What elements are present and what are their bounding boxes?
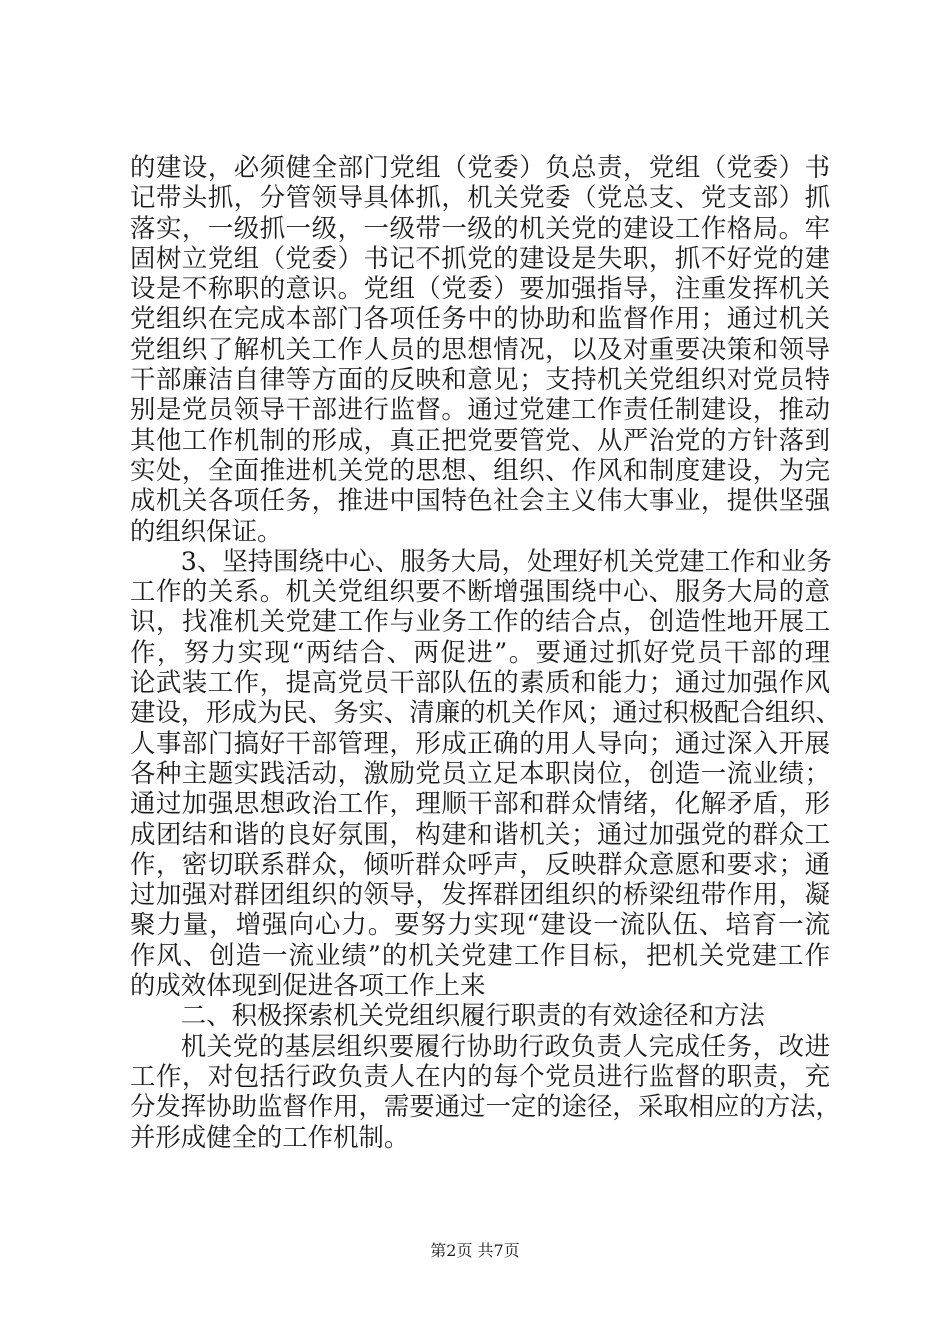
text-line: 党组织了解机关工作人员的思想情况，以及对重要决策和领导 <box>130 333 830 364</box>
text-line: 过加强对群团组织的领导，发挥群团组织的桥梁纽带作用，凝 <box>130 879 830 910</box>
text-line: 作风、创造一流业绩”的机关党建工作目标，把机关党建工作 <box>130 939 830 970</box>
text-line: 其他工作机制的形成，真正把党要管党、从严治党的方针落到 <box>130 424 830 455</box>
text-line: 记带头抓，分管领导具体抓，机关党委（党总支、党支部）抓 <box>130 182 830 213</box>
text-line: 别是党员领导干部进行监督。通过党建工作责任制建设，推动 <box>130 394 830 425</box>
document-body <box>130 152 841 1152</box>
text-line: 二、积极探索机关党组织履行职责的有效途径和方法 <box>180 1000 765 1031</box>
text-line: 的成效体现到促进各项工作上来 <box>130 970 486 1001</box>
text-line: 建设，形成为民、务实、清廉的机关作风；通过积极配合组织、 <box>130 697 841 728</box>
text-line: 3、坚持围绕中心、服务大局，处理好机关党建工作和业务 <box>180 545 832 576</box>
text-line: 聚力量，增强向心力。要努力实现“建设一流队伍、培育一流 <box>130 909 830 940</box>
page-footer <box>0 1241 950 1261</box>
text-line: 作，努力实现“两结合、两促进”。要通过抓好党员干部的理 <box>130 636 830 667</box>
text-line: 的建设，必须健全部门党组（党委）负总责，党组（党委）书 <box>130 152 830 182</box>
text-line: 工作的关系。机关党组织要不断增强围绕中心、服务大局的意 <box>130 576 830 607</box>
text-line: 的组织保证。 <box>130 515 283 546</box>
text-line: 固树立党组（党委）书记不抓党的建设是失职，抓不好党的建 <box>130 242 830 273</box>
text-line: 人事部门搞好干部管理，形成正确的用人导向；通过深入开展 <box>130 727 830 758</box>
text-line: 并形成健全的工作机制。 <box>130 1121 410 1152</box>
text-line: 成机关各项任务，推进中国特色社会主义伟大事业，提供坚强 <box>130 485 830 516</box>
text-line: 落实，一级抓一级，一级带一级的机关党的建设工作格局。牢 <box>130 212 830 243</box>
text-line: 论武装工作，提高党员干部队伍的素质和能力；通过加强作风 <box>130 667 830 698</box>
text-line: 成团结和谐的良好氛围，构建和谐机关；通过加强党的群众工 <box>130 818 830 849</box>
text-line: 工作，对包括行政负责人在内的每个党员进行监督的职责，充 <box>130 1060 830 1091</box>
text-line: 作，密切联系群众，倾听群众呼声，反映群众意愿和要求；通 <box>130 848 830 879</box>
text-line: 通过加强思想政治工作，理顺干部和群众情绪，化解矛盾，形 <box>130 788 830 819</box>
page-number-label: 第2页 共7页 <box>430 1241 520 1260</box>
text-line: 设是不称职的意识。党组（党委）要加强指导，注重发挥机关 <box>130 273 830 304</box>
text-line: 党组织在完成本部门各项任务中的协助和监督作用；通过机关 <box>130 303 830 334</box>
text-line: 各种主题实践活动，激励党员立足本职岗位，创造一流业绩； <box>130 757 830 788</box>
text-line: 实处，全面推进机关党的思想、组织、作风和制度建设，为完 <box>130 454 830 485</box>
text-line: 机关党的基层组织要履行协助行政负责人完成任务，改进 <box>180 1030 830 1061</box>
text-line: 干部廉洁自律等方面的反映和意见；支持机关党组织对党员特 <box>130 364 830 395</box>
text-line: 识，找准机关党建工作与业务工作的结合点，创造性地开展工 <box>130 606 830 637</box>
text-line: 分发挥协助监督作用，需要通过一定的途径，采取相应的方法， <box>130 1091 841 1122</box>
